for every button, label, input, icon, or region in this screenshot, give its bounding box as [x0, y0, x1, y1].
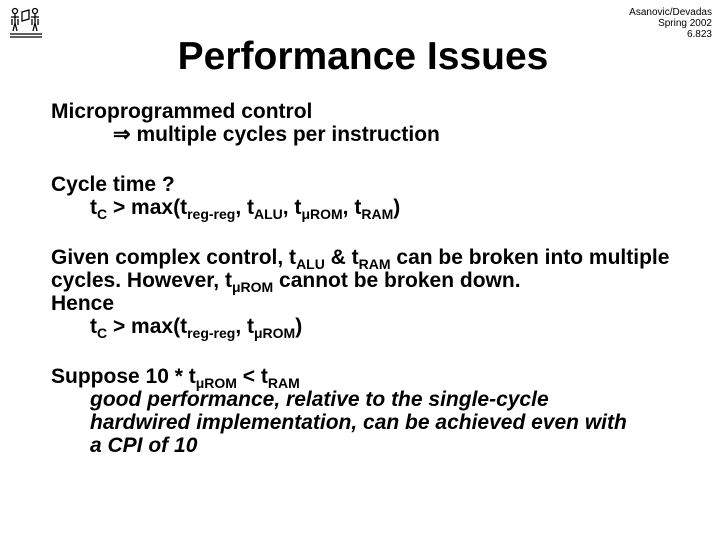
formula-subscript: μROM: [301, 206, 343, 222]
formula-subscript: C: [97, 206, 108, 222]
course-authors: Asanovic/Devadas: [629, 7, 712, 18]
formula-subscript: μROM: [253, 325, 296, 341]
implication-line: [51, 123, 701, 146]
formula-subscript: ALU: [296, 256, 325, 272]
implication-text: multiple cycles per instruction: [130, 123, 440, 146]
paragraph-cycle-time: [51, 173, 701, 222]
paragraph-complex-control: [51, 246, 701, 341]
hence-text: Hence: [51, 292, 115, 315]
formula-text: > max(t: [107, 196, 188, 219]
formula-subscript: RAM: [358, 256, 391, 272]
body-text: Given complex control, t: [51, 246, 297, 269]
cycle-time-question: Cycle time ?: [51, 173, 175, 196]
body-text: & t: [324, 246, 359, 269]
formula-text: < t: [236, 365, 268, 388]
implies-arrow-icon: ⇒: [113, 123, 131, 146]
formula-subscript: μROM: [231, 279, 274, 295]
paragraph-microprogrammed: [51, 100, 701, 146]
formula-subscript: RAM: [267, 375, 300, 391]
formula-subscript: reg-reg: [187, 206, 236, 222]
formula-text: > max(t: [107, 315, 188, 338]
formula-text: t: [90, 315, 97, 338]
formula-text: Suppose 10 * t: [51, 365, 196, 388]
formula-subscript: μROM: [195, 375, 237, 391]
page-title: Performance Issues: [177, 35, 549, 78]
slide-body: [51, 100, 701, 484]
formula-text: , t: [342, 196, 362, 219]
formula-subscript: ALU: [253, 206, 283, 222]
formula-text: ): [295, 315, 303, 338]
formula-text: , t: [235, 315, 254, 338]
formula-text: , t: [235, 196, 254, 219]
microprogrammed-heading: Microprogrammed control: [51, 100, 313, 123]
formula-subscript: C: [97, 325, 108, 341]
complex-control-text: [51, 246, 701, 295]
course-term: Spring 2002: [658, 18, 712, 29]
formula-text: ): [393, 196, 401, 219]
suppose-formula: [51, 365, 701, 391]
cycle-time-formula: [51, 196, 701, 222]
formula-subscript: reg-reg: [187, 325, 236, 341]
body-text: cannot be broken down.: [273, 269, 521, 292]
body-text: can be broken into multiple cycles. However, t: [51, 246, 670, 292]
formula-subscript: RAM: [361, 206, 394, 222]
hence-formula: [51, 315, 701, 341]
course-number: 6.823: [686, 29, 712, 40]
formula-text: t: [90, 196, 97, 219]
formula-text: , t: [282, 196, 302, 219]
performance-conclusion: good performance, relative to the single-cycle hardwired implementation, can be achieved even with a CPI of 10: [90, 388, 627, 457]
paragraph-suppose: [51, 365, 701, 457]
